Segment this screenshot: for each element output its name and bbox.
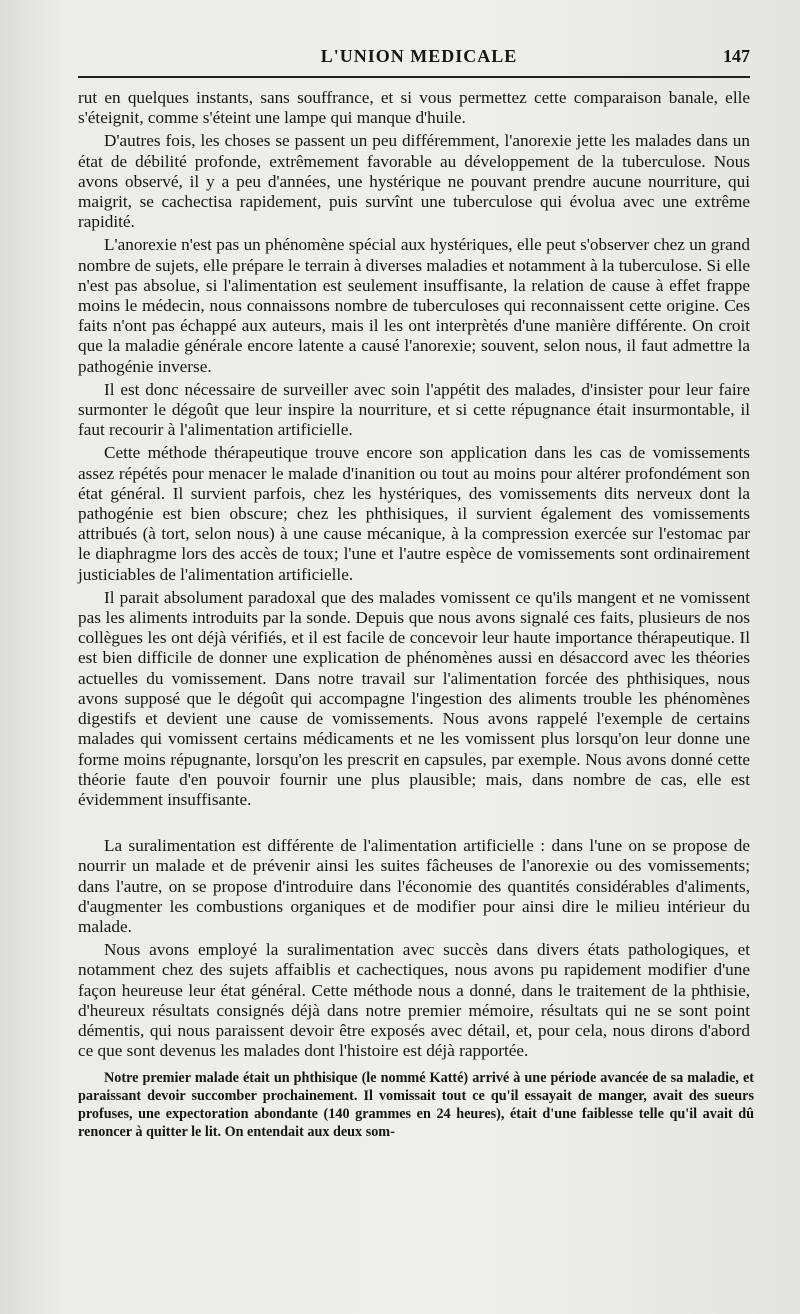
section-gap	[78, 810, 760, 836]
paragraph: L'anorexie n'est pas un phénomène spécial aux hystériques, elle peut s'observer chez un grand nombre de sujets, elle prépare le terrain à diverses maladies et notamment à la tuberculose. Si elle n'est pas absolue, si l'alimentation est seulement insuffisante, la relation de cause à effet frappe moins le médecin, nous connaissons nombre de tuberculoses qui reconnaissent cette origine. Ces faits n'ont pas échappé aux auteurs, mais il les ont interprètés d'une manière différente. On croit que la maladie générale encore latente a causé l'anorexie; souvent, selon nous, il faut admettre la pathogénie inverse.	[78, 235, 750, 376]
paragraph: Cette méthode thérapeutique trouve encore son application dans les cas de vomissements assez répétés pour menacer le malade d'inanition ou tout au moins pour altérer profondément son état général. Il survient parfois, chez les hystériques, des vomissements dits nerveux dont la pathogénie est bien obscure; chez les phthisiques, il survient également des vomissements attribués (à tort, selon nous) à une cause mécanique, à la compression exercée sur l'estomac par le diaphragme lors des accès de toux; l'une et l'autre espèce de vomissements sont ordinairement justiciables de l'alimentation artificielle.	[78, 443, 750, 584]
paragraph: La suralimentation est différente de l'alimentation artificielle : dans l'une on se propose de nourrir un malade et de prévenir ainsi les suites fâcheuses de l'anorexie ou des vomissements; dans l'autre, on se propose d'introduire dans l'économie des quantités considérables d'aliments, d'augmenter les combustions organiques et de modifier pour ainsi dire le milieu intérieur du malade.	[78, 836, 750, 936]
paragraph: Il est donc nécessaire de surveiller avec soin l'appétit des malades, d'insister pour leur faire surmonter le dégoût que leur inspire la nourriture, et si cette répugnance était insurmontable, il faut recourir à l'alimentation artificielle.	[78, 379, 750, 440]
paragraph: Il parait absolument paradoxal que des malades vomissent ce qu'ils mangent et ne vomissent pas les aliments introduits par la sonde. Depuis que nous avons signalé ces faits, plusieurs de nos collègues les ont déjà vérifiés, et il est facile de concevoir leur haute importance thérapeutique. Il est bien difficile de donner une explication de phénomènes aussi en désaccord avec les théories actuelles du vomissement. Dans notre travail sur l'alimentation forcée des phthisiques, nous avons supposé que le dégoût qui accompagne l'ingestion des aliments trouble les phénomènes digestifs et devient une cause de vomissements. Nous avons rappelé l'exemple de certains malades qui vomissent certains médicaments et ne les vomissent plus lorsqu'on leur donne une forme moins répugnante, lorsqu'on les prescrit en capsules, par exemple. Nous avons donné cette théorie faute d'en pouvoir fournir une plus plausible; mais, dans nombre de cas, elle est évidemment insuffisante.	[78, 587, 750, 809]
paragraph: Nous avons employé la suralimentation avec succès dans divers états pathologiques, et notamment chez des sujets affaiblis et cachectiques, nous avons pu rapidement modifier d'une façon heureuse leur état général. Cette méthode nous a donné, dans le traitement de la phthisie, d'heureux résultats consignés déjà dans notre premier mémoire, résultats qui ne se sont point démentis, qui nous paraissent devoir être exposés avec détail, et, pour cela, nous dirons d'abord ce que sont devenus les malades dont l'histoire est déjà rapportée.	[78, 940, 750, 1061]
paragraph: D'autres fois, les choses se passent un peu différemment, l'anorexie jette les malades dans un état de débilité profonde, extrêmement favorable au développement de la tuberculose. Nous avons observé, il y a peu d'années, une hystérique ne pouvant prendre aucune nourriture, qui maigrit, se cachectisa rapidement, puis survînt une tuberculose qui évolua avec une extrême rapidité.	[78, 131, 750, 232]
running-title: L'UNION MEDICALE	[320, 46, 518, 66]
case-note	[78, 1069, 760, 1141]
page-number: 147	[723, 46, 750, 66]
paragraph: rut en quelques instants, sans souffrance, et si vous permettez cette comparaison banale, elle s'éteignit, comme s'éteint une lampe qui manque d'huile.	[78, 88, 750, 128]
case-note-text: Notre premier malade était un phthisique (le nommé Katté) arrivé à une période avancée de sa maladie, et paraissant devoir succomber prochainement. Il vomissait tout ce qu'il essayait de manger, avait des sueurs profuses, une expectoration abondante (140 grammes en 24 heures), était d'une faiblesse telle qu'il avait dû renoncer à quitter le lit. On entendait aux deux som-	[78, 1070, 754, 1141]
header-rule	[78, 76, 750, 78]
body-text	[78, 88, 760, 1061]
page-header	[78, 38, 760, 70]
